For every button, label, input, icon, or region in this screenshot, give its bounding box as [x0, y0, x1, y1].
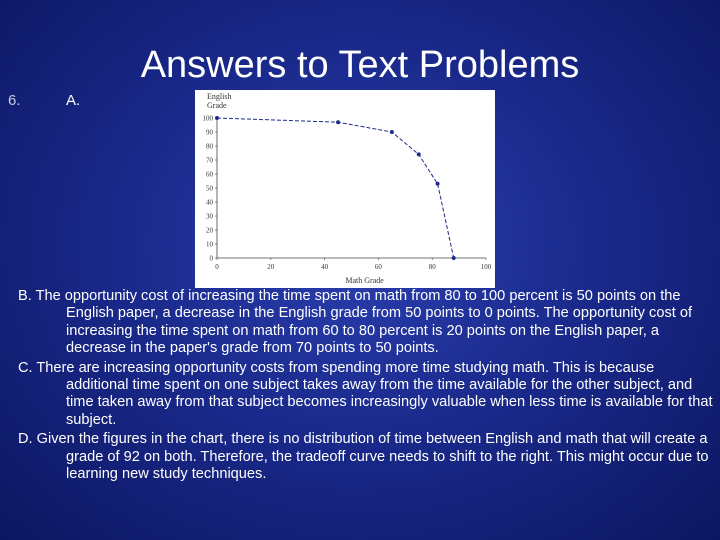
slide-title: Answers to Text Problems	[140, 44, 580, 86]
answer-c: C. There are increasing opportunity costs from spending more time studying math. This is because additional time spent on one subject takes away from the time available for the other subject, and time taken away from that subject becomes increasingly valuable when less time is available for that subject.	[18, 359, 713, 428]
y-tick-label: 70	[206, 156, 213, 165]
x-tick-label: 40	[321, 263, 329, 271]
y-tick-label: 20	[206, 226, 213, 235]
series-line	[217, 118, 454, 258]
y-tick-label: 40	[206, 198, 213, 207]
answer-b: B. The opportunity cost of increasing the time spent on math from 80 to 100 percent is 50 points on the English paper, a decrease in the English grade from 50 points to 0 points. The opportunity cost of increasing the time spent on math from 60 to 80 percent is 20 points on the English paper, a decrease in the paper's grade from 70 points to 50 points.	[18, 288, 693, 357]
y-tick-label: 80	[206, 142, 213, 151]
x-tick-label: 80	[428, 263, 436, 271]
data-point	[336, 120, 340, 124]
y-tick-label: 0	[209, 254, 213, 263]
x-tick-label: 20	[267, 263, 275, 271]
x-tick-label: 60	[374, 263, 382, 271]
x-tick-label: 100	[480, 263, 492, 271]
data-point	[390, 130, 394, 134]
y-axis-label: English Grade	[207, 92, 232, 110]
data-point	[436, 182, 440, 186]
part-a-label: A.	[66, 92, 81, 109]
chart-area	[195, 90, 495, 288]
y-tick-label: 30	[206, 212, 213, 221]
answer-d: D. Given the figures in the chart, there is no distribution of time between English and math that will create a grade of 92 on both. Therefore, the tradeoff curve needs to shift to the right. This might occur due to learning new study techniques.	[18, 431, 709, 483]
problem-number: 6.	[8, 92, 21, 109]
tradeoff-chart	[195, 90, 495, 288]
answer-text	[18, 288, 718, 485]
y-tick-label: 10	[206, 240, 213, 249]
data-point	[215, 116, 219, 120]
data-point	[417, 152, 421, 156]
y-tick-label: 90	[206, 128, 213, 137]
x-axis-label: Math Grade	[345, 276, 384, 285]
x-tick-label: 0	[215, 263, 219, 271]
y-tick-label: 50	[206, 184, 213, 193]
data-point	[452, 256, 456, 260]
y-tick-label: 60	[206, 170, 213, 179]
y-tick-label: 100	[202, 114, 213, 123]
